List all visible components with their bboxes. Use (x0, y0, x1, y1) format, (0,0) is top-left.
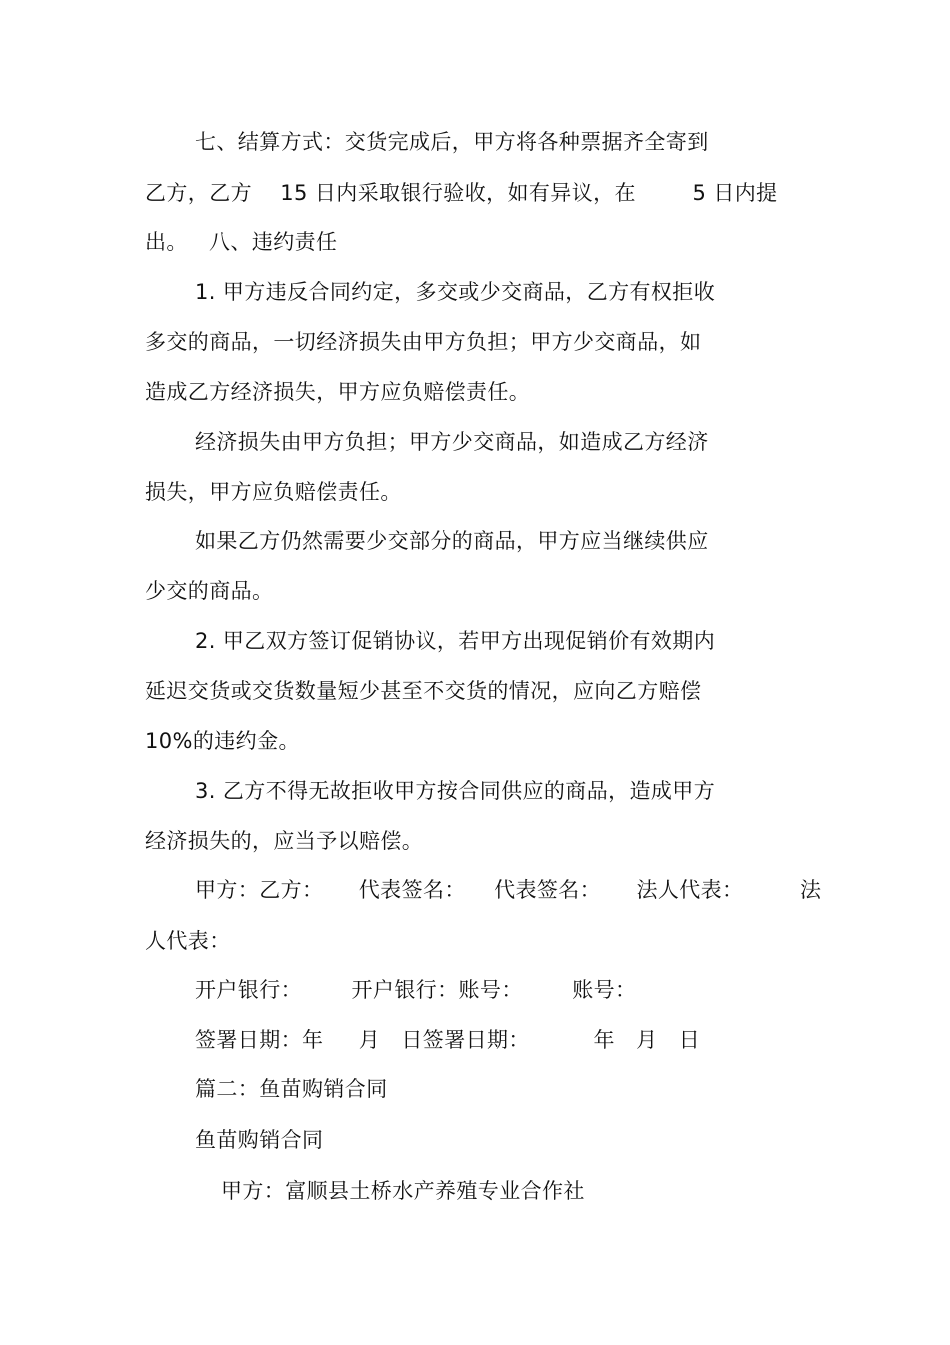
paragraph-line: 2. 甲乙双方签订促销协议，若甲方出现促销价有效期内 (195, 629, 716, 653)
paragraph-line: 如果乙方仍然需要少交部分的商品，甲方应当继续供应 (195, 529, 709, 553)
paragraph-line: 1. 甲方违反合同约定，多交或少交商品，乙方有权拒收 (195, 280, 716, 304)
paragraph-line: 延迟交货或交货数量短少甚至不交货的情况，应向乙方赔偿 (145, 679, 702, 703)
sign-date-line: 签署日期：年 月 日签署日期： 年 月 日 (195, 1028, 701, 1052)
paragraph-line: 经济损失由甲方负担；甲方少交商品，如造成乙方经济 (195, 430, 709, 454)
section-heading: 篇二：鱼苗购销合同 (195, 1077, 388, 1101)
paragraph-line: 损失，甲方应负赔偿责任。 (145, 480, 402, 504)
paragraph-line: 10%的违约金。 (145, 729, 300, 753)
paragraph-line: 多交的商品，一切经济损失由甲方负担；甲方少交商品，如 (145, 330, 702, 354)
paragraph-line: 造成乙方经济损失，甲方应负赔偿责任。 (145, 380, 531, 404)
signature-block-line: 人代表： (145, 929, 231, 953)
paragraph-line: 3. 乙方不得无故拒收甲方按合同供应的商品，造成甲方 (195, 779, 716, 803)
signature-block-line: 甲方：乙方： 代表签名： 代表签名： 法人代表： 法 (195, 878, 822, 902)
paragraph-line: 经济损失的，应当予以赔偿。 (145, 829, 424, 853)
contract-title: 鱼苗购销合同 (195, 1128, 324, 1152)
paragraph-line: 少交的商品。 (145, 579, 274, 603)
paragraph-line: 乙方，乙方 15 日内采取银行验收，如有异议，在 5 日内提 (145, 181, 778, 205)
bank-info-line: 开户银行： 开户银行：账号： 账号： (195, 978, 637, 1002)
paragraph-line: 出。 八、违约责任 (145, 230, 338, 254)
paragraph-line: 七、结算方式：交货完成后，甲方将各种票据齐全寄到 (195, 130, 709, 154)
party-a-line: 甲方：富顺县土桥水产养殖专业合作社 (221, 1179, 585, 1203)
